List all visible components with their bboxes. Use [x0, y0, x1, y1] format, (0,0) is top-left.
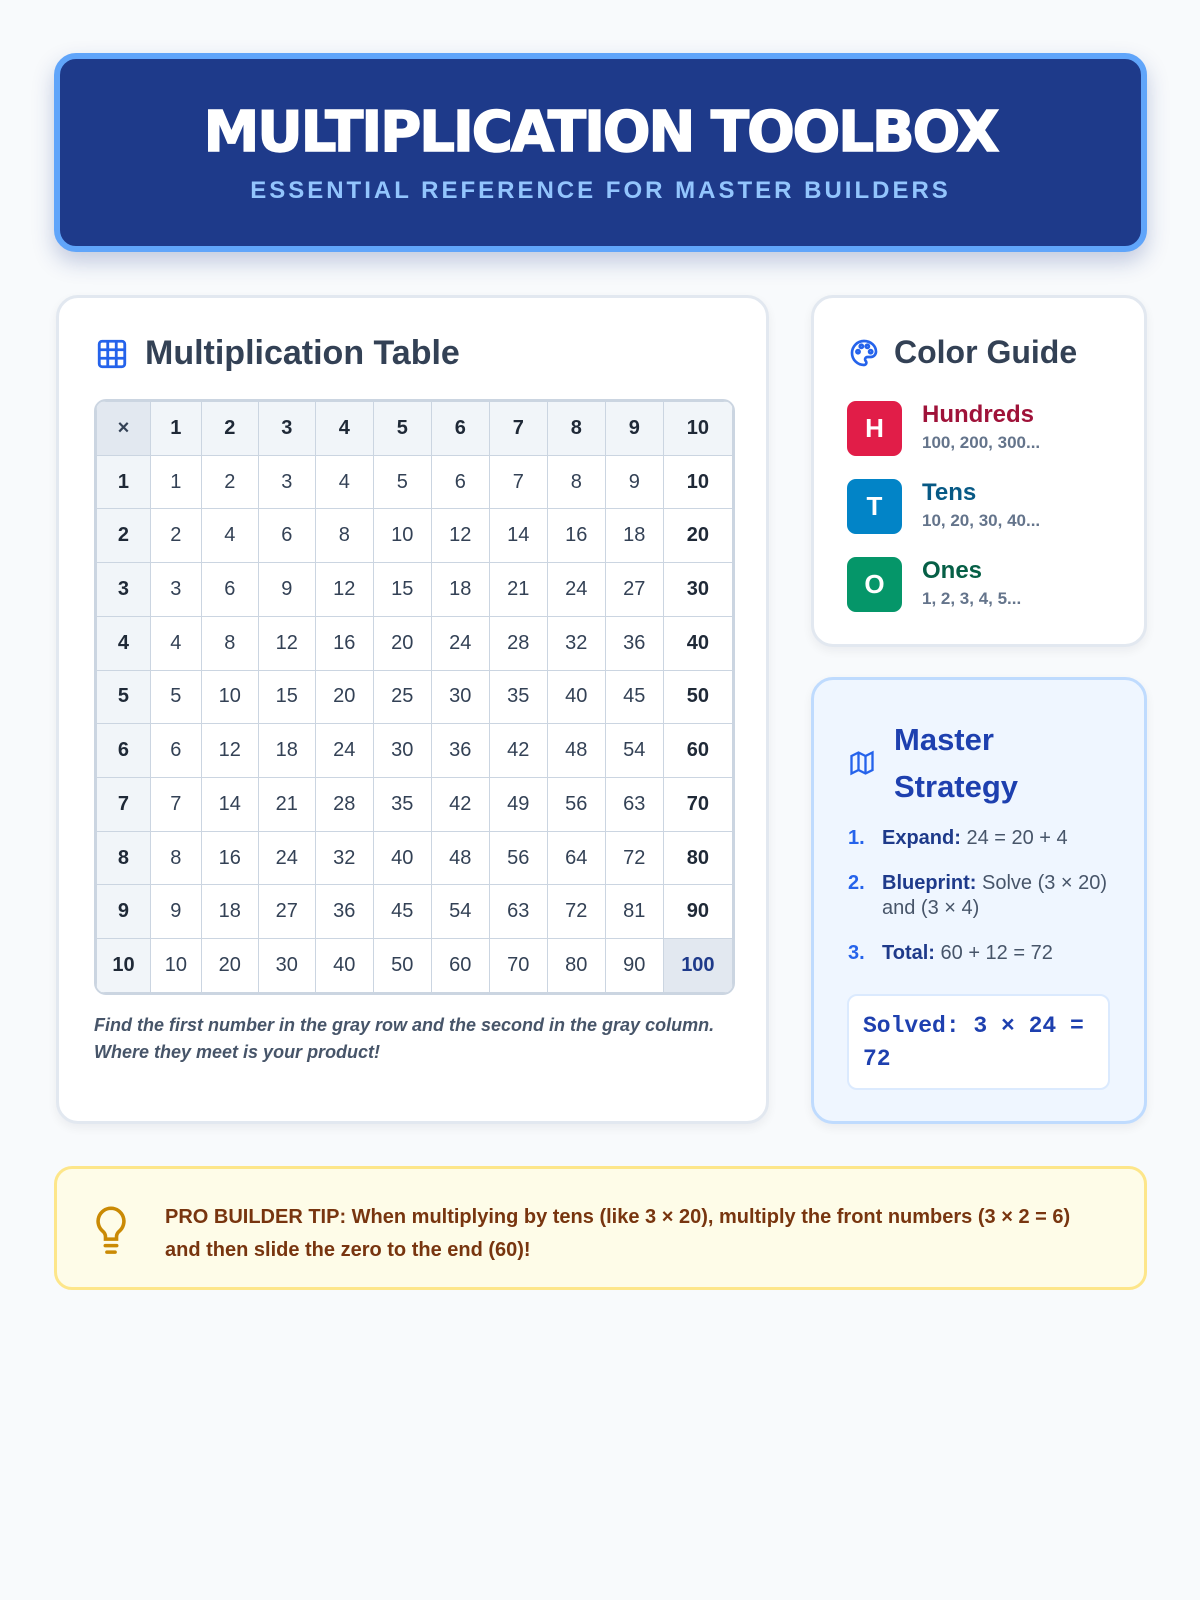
table-header-row — [97, 402, 733, 456]
product-cell: 5 — [150, 670, 201, 724]
product-cell: 32 — [547, 616, 605, 670]
step-text: 60 + 12 = 72 — [940, 942, 1053, 964]
product-cell: 8 — [315, 509, 373, 563]
product-cell: 80 — [663, 831, 732, 885]
multiplication-grid — [94, 399, 735, 995]
product-cell: 12 — [201, 724, 258, 778]
product-cell: 40 — [373, 831, 431, 885]
product-cell: 100 — [663, 939, 732, 993]
column-header-cell: 7 — [489, 402, 547, 456]
tens-examples: 10, 20, 30, 40... — [922, 511, 1041, 530]
product-cell: 24 — [431, 616, 489, 670]
hundreds-label: Hundreds — [922, 401, 1035, 428]
product-cell: 18 — [258, 724, 315, 778]
table-row — [97, 563, 733, 617]
step-label: Expand: — [882, 827, 961, 849]
product-cell: 81 — [605, 885, 663, 939]
step-label: Blueprint: — [882, 872, 977, 894]
guide-item-hundreds — [847, 401, 1040, 456]
product-cell: 60 — [431, 939, 489, 993]
product-cell: 90 — [605, 939, 663, 993]
product-cell: 5 — [373, 455, 431, 509]
product-cell: 4 — [150, 616, 201, 670]
page-title: MULTIPLICATION TOOLBOX — [203, 100, 998, 165]
product-cell: 42 — [431, 778, 489, 832]
product-cell: 60 — [663, 724, 732, 778]
product-cell: 70 — [489, 939, 547, 993]
step-number: 3. — [848, 942, 865, 964]
product-cell: 28 — [315, 778, 373, 832]
table-row — [97, 616, 733, 670]
master-strategy-card — [811, 677, 1147, 1124]
product-cell: 90 — [663, 885, 732, 939]
ones-badge: O — [847, 557, 902, 612]
guide-item-tens — [847, 479, 1040, 534]
product-cell: 48 — [547, 724, 605, 778]
strategy-title — [848, 716, 1018, 810]
table-row — [97, 885, 733, 939]
product-cell: 50 — [663, 670, 732, 724]
row-header-cell: 4 — [97, 616, 151, 670]
product-cell: 16 — [201, 831, 258, 885]
product-cell: 16 — [315, 616, 373, 670]
row-header-cell: 1 — [97, 455, 151, 509]
product-cell: 20 — [201, 939, 258, 993]
tens-badge: T — [847, 479, 902, 534]
product-cell: 45 — [373, 885, 431, 939]
product-cell: 49 — [489, 778, 547, 832]
product-cell: 35 — [373, 778, 431, 832]
product-cell: 70 — [663, 778, 732, 832]
product-cell: 36 — [431, 724, 489, 778]
product-cell: 32 — [315, 831, 373, 885]
solved-result: Solved: 3 × 24 = 72 — [847, 994, 1110, 1090]
row-header-cell: 10 — [97, 939, 151, 993]
product-cell: 50 — [373, 939, 431, 993]
product-cell: 30 — [258, 939, 315, 993]
product-cell: 21 — [258, 778, 315, 832]
product-cell: 28 — [489, 616, 547, 670]
product-cell: 20 — [315, 670, 373, 724]
product-cell: 3 — [258, 455, 315, 509]
product-cell: 14 — [489, 509, 547, 563]
product-cell: 12 — [315, 563, 373, 617]
column-header-cell: 3 — [258, 402, 315, 456]
product-cell: 36 — [605, 616, 663, 670]
product-cell: 1 — [150, 455, 201, 509]
product-cell: 42 — [489, 724, 547, 778]
pro-tip-text: PRO BUILDER TIP: When multiplying by tens (like 3 × 20), multiply the front numbers (3 × 2 = 6) and then slide the zero to the end (60)! — [165, 1206, 1071, 1261]
row-header-cell: 3 — [97, 563, 151, 617]
column-header-cell: 9 — [605, 402, 663, 456]
row-header-cell: 7 — [97, 778, 151, 832]
product-cell: 15 — [373, 563, 431, 617]
multiplication-table-card — [56, 295, 769, 1124]
tens-label: Tens — [922, 479, 977, 506]
product-cell: 24 — [315, 724, 373, 778]
product-cell: 9 — [258, 563, 315, 617]
product-cell: 8 — [547, 455, 605, 509]
product-cell: 10 — [201, 670, 258, 724]
strategy-steps — [848, 826, 1118, 986]
row-header-cell: 9 — [97, 885, 151, 939]
product-cell: 3 — [150, 563, 201, 617]
product-cell: 54 — [605, 724, 663, 778]
product-cell: 40 — [315, 939, 373, 993]
product-cell: 40 — [663, 616, 732, 670]
product-cell: 18 — [431, 563, 489, 617]
ones-label: Ones — [922, 557, 983, 584]
strategy-step — [848, 941, 1118, 966]
table-corner-cell: × — [97, 402, 151, 456]
product-cell: 30 — [663, 563, 732, 617]
product-cell: 72 — [605, 831, 663, 885]
product-cell: 4 — [201, 509, 258, 563]
header-banner — [54, 53, 1147, 252]
step-number: 1. — [848, 827, 865, 849]
row-header-cell: 8 — [97, 831, 151, 885]
palette-icon — [848, 337, 880, 369]
table-row — [97, 939, 733, 993]
product-cell: 27 — [258, 885, 315, 939]
product-cell: 16 — [547, 509, 605, 563]
product-cell: 54 — [431, 885, 489, 939]
color-guide-title — [848, 334, 1077, 371]
product-cell: 8 — [201, 616, 258, 670]
product-cell: 18 — [201, 885, 258, 939]
ones-examples: 1, 2, 3, 4, 5... — [922, 589, 1022, 608]
table-row — [97, 831, 733, 885]
column-header-cell: 8 — [547, 402, 605, 456]
table-row — [97, 778, 733, 832]
product-cell: 56 — [547, 778, 605, 832]
product-cell: 7 — [489, 455, 547, 509]
product-cell: 48 — [431, 831, 489, 885]
product-cell: 6 — [431, 455, 489, 509]
product-cell: 45 — [605, 670, 663, 724]
product-cell: 80 — [547, 939, 605, 993]
product-cell: 21 — [489, 563, 547, 617]
product-cell: 63 — [605, 778, 663, 832]
product-cell: 72 — [547, 885, 605, 939]
table-row — [97, 724, 733, 778]
table-instructions: Find the first number in the gray row and the second in the gray column. Where they meet is your product! — [94, 1015, 715, 1062]
page-subtitle: ESSENTIAL REFERENCE FOR MASTER BUILDERS — [250, 177, 951, 204]
row-header-cell: 2 — [97, 509, 151, 563]
product-cell: 10 — [663, 455, 732, 509]
product-cell: 10 — [373, 509, 431, 563]
column-header-cell: 5 — [373, 402, 431, 456]
map-icon — [848, 749, 876, 777]
product-cell: 2 — [150, 509, 201, 563]
product-cell: 8 — [150, 831, 201, 885]
product-cell: 20 — [663, 509, 732, 563]
lightbulb-icon — [91, 1205, 131, 1257]
product-cell: 6 — [258, 509, 315, 563]
product-cell: 12 — [258, 616, 315, 670]
table-row — [97, 670, 733, 724]
step-text: 24 = 20 + 4 — [966, 827, 1068, 849]
table-card-title-text: Multiplication Table — [145, 334, 460, 372]
product-cell: 27 — [605, 563, 663, 617]
column-header-cell: 10 — [663, 402, 732, 456]
pro-tip-banner — [54, 1166, 1147, 1290]
strategy-step — [848, 871, 1118, 921]
color-guide-title-text: Color Guide — [894, 334, 1078, 370]
product-cell: 12 — [431, 509, 489, 563]
multiplication-table — [96, 401, 733, 993]
product-cell: 40 — [547, 670, 605, 724]
table-row — [97, 509, 733, 563]
row-header-cell: 5 — [97, 670, 151, 724]
product-cell: 64 — [547, 831, 605, 885]
product-cell: 9 — [150, 885, 201, 939]
product-cell: 20 — [373, 616, 431, 670]
hundreds-examples: 100, 200, 300... — [922, 433, 1041, 452]
row-header-cell: 6 — [97, 724, 151, 778]
product-cell: 10 — [150, 939, 201, 993]
product-cell: 63 — [489, 885, 547, 939]
grid-icon — [95, 337, 129, 371]
strategy-step — [848, 826, 1118, 851]
product-cell: 7 — [150, 778, 201, 832]
product-cell: 30 — [431, 670, 489, 724]
product-cell: 15 — [258, 670, 315, 724]
strategy-title-line2: Strategy — [894, 769, 1019, 804]
product-cell: 30 — [373, 724, 431, 778]
product-cell: 36 — [315, 885, 373, 939]
hundreds-badge: H — [847, 401, 902, 456]
product-cell: 6 — [201, 563, 258, 617]
product-cell: 14 — [201, 778, 258, 832]
step-text: Solve (3 × 20) and (3 × 4) — [882, 872, 1108, 919]
column-header-cell: 6 — [431, 402, 489, 456]
product-cell: 18 — [605, 509, 663, 563]
product-cell: 2 — [201, 455, 258, 509]
column-header-cell: 4 — [315, 402, 373, 456]
column-header-cell: 1 — [150, 402, 201, 456]
product-cell: 4 — [315, 455, 373, 509]
table-card-title — [95, 334, 460, 373]
step-number: 2. — [848, 872, 865, 894]
product-cell: 9 — [605, 455, 663, 509]
strategy-title-line1: Master — [894, 722, 994, 757]
product-cell: 6 — [150, 724, 201, 778]
product-cell: 25 — [373, 670, 431, 724]
product-cell: 24 — [258, 831, 315, 885]
product-cell: 35 — [489, 670, 547, 724]
step-label: Total: — [882, 942, 935, 964]
table-row — [97, 455, 733, 509]
product-cell: 24 — [547, 563, 605, 617]
color-guide-card — [811, 295, 1147, 647]
column-header-cell: 2 — [201, 402, 258, 456]
guide-item-ones — [847, 557, 1021, 612]
product-cell: 56 — [489, 831, 547, 885]
